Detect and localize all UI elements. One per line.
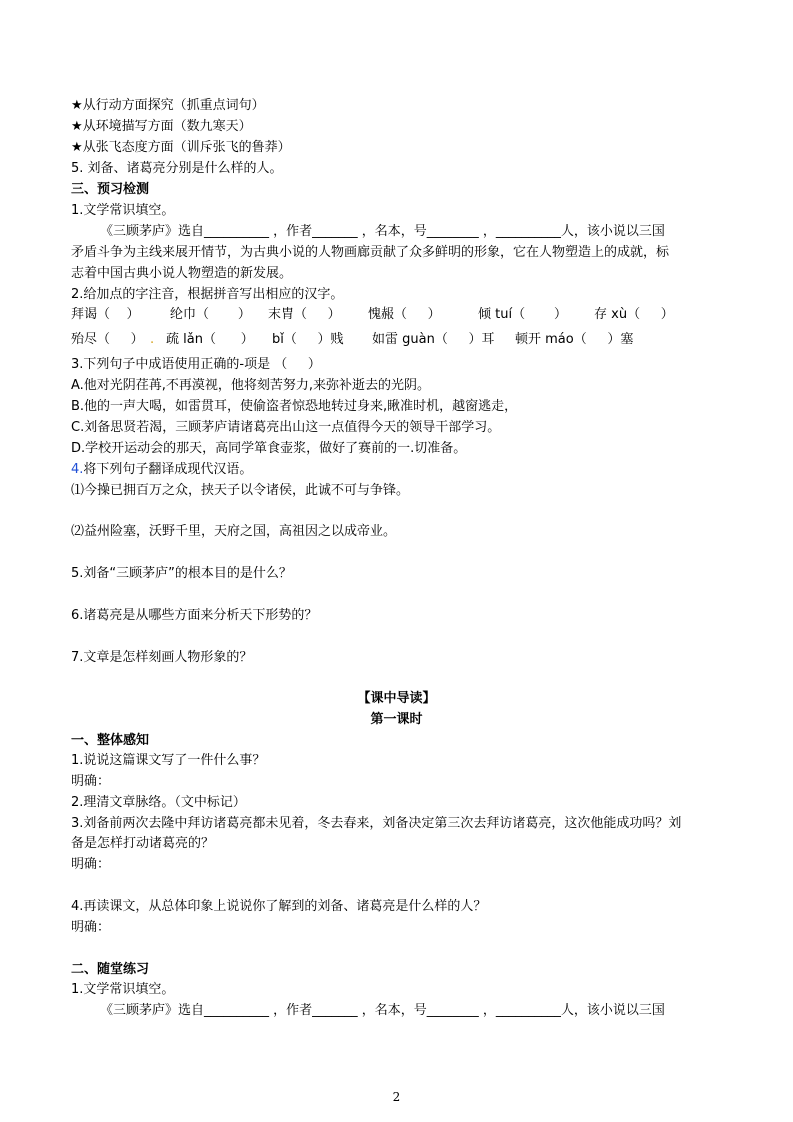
- page-number: 2: [392, 1090, 401, 1104]
- p2-q1-text: 《三顾茅庐》选自__________ ，作者_______ ，名本，号________ ，__________人，该小说以三国: [100, 1003, 665, 1018]
- p1-q4: 4.再读课文，从总体印象上说说你了解到的刘备、诸葛亮是什么样的人？: [71, 899, 487, 914]
- p1-q2: 2.理清文章脉络。（文中标记）: [71, 795, 246, 810]
- q2-item: 如雷 guàn（ ）耳: [372, 332, 495, 347]
- q2-item: 殆尽（ ）: [71, 332, 144, 347]
- q4-text: 将下列句子翻译成现代汉语。: [83, 462, 253, 477]
- p1-q3-line1: 3.刘备前两次去隆中拜访诸葛亮都未见着，冬去春来，刘备决定第三次去拜访诸葛亮，这次他能成功吗？刘: [71, 816, 682, 831]
- q1-text-line1: 《三顾茅庐》选自__________ ，作者_______ ，名本，号________ ，__________人，该小说以三国: [100, 224, 665, 239]
- q2-item: 存 xù（ ）: [594, 307, 674, 322]
- tip-question-5: 5. 刘备、诸葛亮分别是什么样的人。: [71, 161, 283, 176]
- q2-item: 疏 lǎn（ ）: [166, 332, 254, 347]
- q1-label: 1.文学常识填空。: [71, 203, 175, 218]
- q2-item: bǐ（ ）贱: [272, 332, 344, 347]
- q2-item: 愧赧（ ）: [368, 307, 441, 322]
- q2-item: 顿开 máo（ ）塞: [515, 332, 634, 347]
- p2-q1-label: 1.文学常识填空。: [71, 982, 175, 997]
- part2-heading: 二、随堂练习: [71, 962, 150, 977]
- tip-zhangfei: ★从张飞态度方面（训斥张飞的鲁莽）: [71, 140, 291, 155]
- q4-sentence-1: ⑴今操已拥百万之众，挟天子以令诸侯，此诚不可与争锋。: [71, 483, 410, 498]
- q1-text-line3: 志着中国古典小说人物塑造的新发展。: [71, 266, 293, 281]
- q5: 5.刘备“三顾茅庐”的根本目的是什么？: [71, 566, 292, 581]
- q2-item: 纶巾（ ）: [170, 307, 251, 322]
- section-heading-preview-check: 三、预习检测: [71, 182, 150, 197]
- class-guide-title: 【课中导读】: [357, 691, 436, 706]
- class-guide-subtitle: 第一课时: [370, 712, 423, 727]
- q3-label: 3.下列句子中成语使用正确的-项是 （ ）: [71, 357, 321, 372]
- q2-pinyin-row-1: [71, 307, 731, 323]
- q4-number: 4.: [71, 462, 84, 477]
- q2-item: 拜谒（ ）: [71, 307, 140, 322]
- q2-label: 2.给加点的字注音，根据拼音写出相应的汉字。: [71, 287, 344, 302]
- q2-pinyin-row-2: [71, 332, 731, 348]
- q4-label: [71, 462, 252, 478]
- p1-q3-line2: 备是怎样打动诸葛亮的？: [71, 836, 215, 851]
- p1-answer-4: 明确：: [71, 920, 111, 935]
- p1-answer-3: 明确：: [71, 857, 111, 872]
- emphasis-dot: .: [150, 332, 155, 347]
- part1-heading: 一、整体感知: [71, 733, 150, 748]
- tip-action: ★从行动方面探究（抓重点词句）: [71, 98, 265, 113]
- q6: 6.诸葛亮是从哪些方面来分析天下形势的？: [71, 608, 318, 623]
- q3-option-c: C.刘备思贤若渴，三顾茅庐请诸葛亮出山这一点值得今天的领导干部学习。: [71, 420, 501, 435]
- q3-option-d: D.学校开运动会的那天，高同学箪食壶浆，做好了赛前的一.切准备。: [71, 441, 467, 456]
- tip-environment: ★从环境描写方面（数九寒天）: [71, 119, 252, 134]
- q2-item: 倾 tuí（ ）: [478, 307, 568, 322]
- q7: 7.文章是怎样刻画人物形象的？: [71, 650, 253, 665]
- q3-option-a: A.他对光阴荏苒,不再漠视，他将刻苦努力,来弥补逝去的光阴。: [71, 378, 431, 393]
- q1-text-line2: 矛盾斗争为主线来展开情节，为古典小说的人物画廊贡献了众多鲜明的形象，它在人物塑造上的成就，标: [71, 245, 670, 260]
- p1-q1: 1.说说这篇课文写了一件什么事？: [71, 753, 266, 768]
- q4-sentence-2: ⑵益州险塞，沃野千里，天府之国，高祖因之以成帝业。: [71, 524, 397, 539]
- q2-item: 末胄（ ）: [268, 307, 341, 322]
- q3-option-b: B.他的一声大喝，如雷贯耳，使偷盗者惊恐地转过身来,瞅准时机，越窗逃走，: [71, 399, 518, 414]
- p1-answer-1: 明确：: [71, 774, 111, 789]
